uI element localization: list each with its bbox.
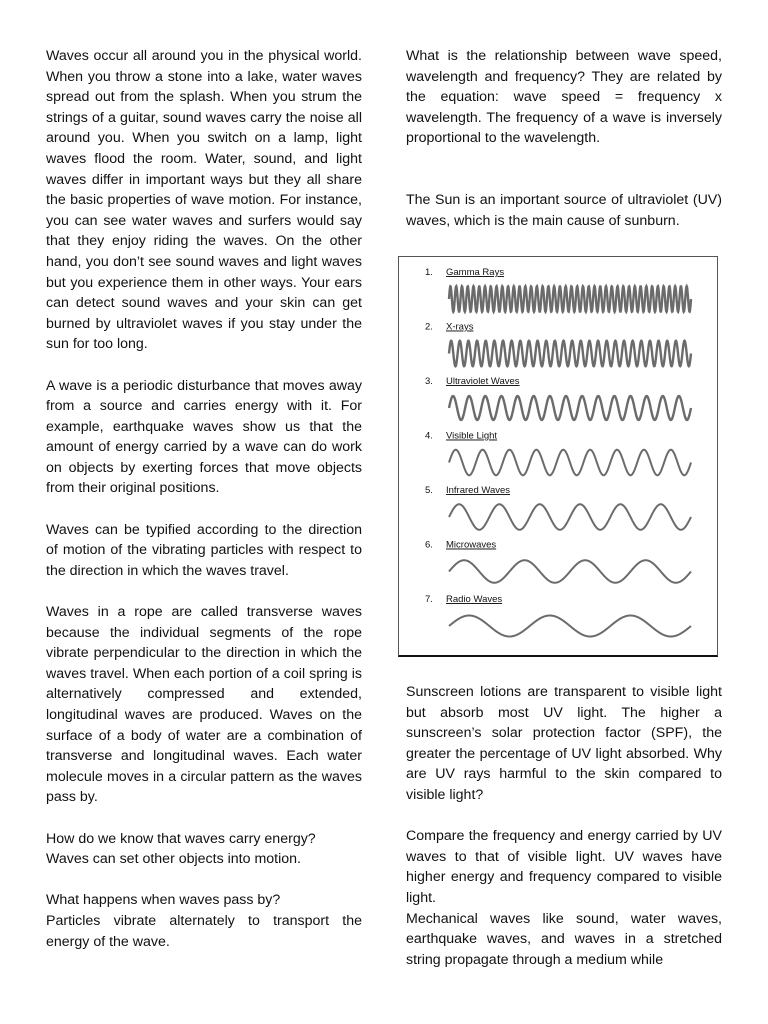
question-energy: How do we know that waves carry energy? (46, 830, 316, 847)
left-column (46, 46, 362, 952)
right-column (406, 46, 722, 231)
right-column-lower (406, 682, 722, 970)
wave-line-2 (449, 341, 691, 367)
paragraph-wave-definition: A wave is a periodic disturbance that moves away from a source and carries energy with it. For example, earthquake waves show us that the amount of energy carried by a wave can do work on objects by exerting forces that move objects from their original positions. (46, 377, 362, 497)
wave-label-4: Visible Light (446, 430, 498, 442)
wave-label-7: Radio Waves (446, 594, 503, 605)
wave-line-1 (449, 286, 691, 312)
wave-line-7 (449, 616, 691, 637)
wave-label-1: Gamma Rays (446, 267, 505, 278)
question-waves-pass: What happens when waves pass by? (46, 892, 281, 909)
wave-number-1: 1. (425, 267, 433, 278)
paragraph-transverse-longitudinal: Waves in a rope are called transverse waves because the individual segments of the rope vibrate perpendicular to the direction in which the waves travel. When each portion of a coil spring is alternatively compressed and extended, longitudinal waves are produced. Waves on the surface of a body of water are a combination of transverse and longitudinal waves. Each water molecule moves in a circular pattern as the waves pass by. (46, 604, 362, 806)
wave-line-4 (449, 450, 691, 476)
wave-line-6 (449, 560, 691, 583)
paragraph-sun-uv: The Sun is an important source of ultraviolet (UV) waves, which is the main cause of sunburn. (406, 191, 722, 229)
wave-number-2: 2. (425, 321, 433, 333)
wave-label-6: Microwaves (446, 539, 497, 551)
wave-label-2: X-rays (446, 321, 474, 333)
wave-number-6: 6. (425, 539, 433, 551)
paragraph-compare-uv: Compare the frequency and energy carried by UV waves to that of visible light. UV waves have higher energy and frequency compared to visible light. (406, 828, 722, 906)
paragraph-sunscreen: Sunscreen lotions are transparent to visible light but absorb most UV light. The higher a sunscreen’s solar protection factor (SPF), the greater the percentage of UV light absorbed. Why are UV rays harmful to the skin compared to visible light? (406, 684, 722, 803)
wave-label-5: Infrared Waves (446, 485, 511, 496)
wave-line-5 (449, 504, 691, 530)
paragraph-wave-types: Waves can be typified according to the direction of motion of the vibrating particles with respect to the direction in which the waves travel. (46, 521, 362, 579)
answer-energy: Waves can set other objects into motion. (46, 851, 301, 868)
wave-number-7: 7. (425, 594, 433, 605)
wave-number-4: 4. (425, 430, 433, 442)
electromagnetic-spectrum-figure (398, 256, 718, 657)
wave-number-5: 5. (425, 485, 433, 496)
answer-waves-pass: Particles vibrate alternately to transport the energy of the wave. (46, 912, 362, 950)
paragraph-mechanical-waves: Mechanical waves like sound, water waves, earthquake waves, and waves in a stretched string propagate through a medium while (406, 910, 722, 968)
wave-line-3 (449, 396, 691, 420)
wave-label-3: Ultraviolet Waves (446, 376, 520, 387)
paragraph-wave-speed-relationship: What is the relationship between wave speed, wavelength and frequency? They are related by the equation: wave speed = frequency x wavelength. The frequency of a wave is inversely proportional to the wavelength. (406, 48, 722, 147)
paragraph-waves-around-you: Waves occur all around you in the physical world. When you throw a stone into a lake, water waves spread out from the splash. When you strum the strings of a guitar, sound waves carry the noise all around you. When you switch on a lamp, light waves flood the room. Water, sound, and light waves differ in important ways but they all share the basic properties of wave motion. For instance, you can see water waves and surfers would say that they enjoy riding the waves. On the other hand, you don’t see sound waves and light waves but you experience them in other ways. Your ears can detect sound waves and your skin can get burned by ultraviolet waves if you stay under the sun for too long. (46, 48, 362, 353)
wave-number-3: 3. (425, 376, 433, 387)
wave-diagram (399, 257, 717, 653)
